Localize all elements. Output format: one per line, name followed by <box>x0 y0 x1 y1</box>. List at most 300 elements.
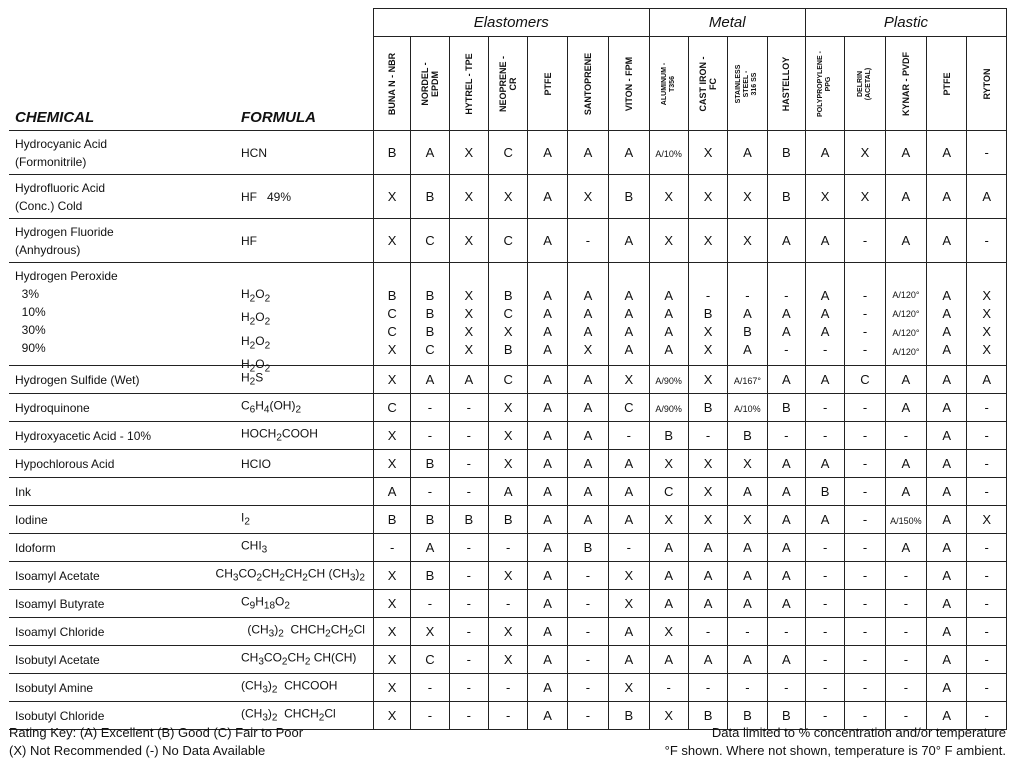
rating-cell: - <box>767 674 805 702</box>
rating-cell: A <box>609 618 649 646</box>
rating-cell: - <box>567 674 608 702</box>
chemical-formula: $HOCH_2COOH$ <box>241 425 318 444</box>
rating-cell: X <box>609 562 649 590</box>
rating-cell: A <box>885 450 926 478</box>
material-column-label: HYTREL - TPE <box>463 52 474 115</box>
rating-cell: A/120° A/120° A/120° A/120° <box>885 263 926 366</box>
chemical-name: Iodine <box>15 512 48 527</box>
rating-cell: A <box>528 478 567 506</box>
rating-cell: - <box>567 590 608 618</box>
chemical-formula: $(CH_3)_2$ $CHCH_2CH_2Cl$ <box>247 621 365 640</box>
rating-cell: - <box>449 702 488 730</box>
chemical-formula: HF 49% <box>241 189 292 204</box>
rating-cell: A <box>927 618 967 646</box>
chemical-name: Hydroxyacetic Acid - 10% <box>15 428 152 443</box>
rating-cell: X <box>373 702 410 730</box>
material-column-header <box>649 37 688 131</box>
rating-cell: B <box>767 702 805 730</box>
rating-cell: A <box>528 394 567 422</box>
rating-cell: - <box>373 534 410 562</box>
table-row <box>9 534 1007 562</box>
rating-cell: B <box>688 702 727 730</box>
rating-cell: X <box>373 618 410 646</box>
rating-cell: B <box>411 450 449 478</box>
table-row <box>9 131 1007 175</box>
rating-cell: A <box>528 131 567 175</box>
rating-cell: X <box>489 618 528 646</box>
rating-cell: X <box>688 366 727 394</box>
rating-cell: A <box>767 478 805 506</box>
rating-cell: A <box>609 478 649 506</box>
rating-cell: - <box>845 590 885 618</box>
rating-cell: X <box>649 702 688 730</box>
rating-cell: A <box>649 534 688 562</box>
rating-cell: - <box>967 646 1007 674</box>
rating-cell: A <box>805 450 844 478</box>
rating-cell: A <box>609 219 649 263</box>
material-column-header <box>567 37 608 131</box>
rating-cell: A <box>927 506 967 534</box>
material-column-label: DELRIN (ACETAL) <box>857 67 872 100</box>
chemical-cell <box>9 450 373 478</box>
chemical-formula-header <box>9 9 373 131</box>
rating-cell: - <box>411 422 449 450</box>
rating-cell: B <box>373 506 410 534</box>
material-column-label: RYTON <box>981 67 992 100</box>
rating-cell: B C C X <box>373 263 410 366</box>
rating-cell: - <box>411 394 449 422</box>
chemical-name: Hydroquinone <box>15 400 90 415</box>
rating-cell: B C X B <box>489 263 528 366</box>
rating-cell: A <box>767 450 805 478</box>
table-row <box>9 590 1007 618</box>
chemical-formula: $H_2S$ <box>241 369 264 388</box>
rating-cell: X <box>373 562 410 590</box>
chemical-name: Hydrogen Fluoride (Anhydrous) <box>15 224 114 257</box>
material-column-header <box>805 37 844 131</box>
rating-cell: A <box>767 646 805 674</box>
chemical-formula: $CH_3CO_2CH_2CH_2CH$ $(CH_3)_2$ <box>215 565 365 584</box>
rating-cell: B <box>449 506 488 534</box>
table-row <box>9 506 1007 534</box>
rating-cell: A/150% <box>885 506 926 534</box>
rating-cell: A <box>649 646 688 674</box>
rating-cell: X <box>967 506 1007 534</box>
rating-cell: - <box>489 590 528 618</box>
rating-cell: - A B A <box>728 263 767 366</box>
rating-cell: A/90% <box>649 366 688 394</box>
rating-cell: A <box>528 534 567 562</box>
rating-cell: A <box>927 478 967 506</box>
rating-cell: B <box>728 702 767 730</box>
rating-cell: A <box>927 422 967 450</box>
rating-cell: - <box>967 131 1007 175</box>
material-column-label: SANTOPRENE <box>582 52 593 115</box>
chemical-name: Hydrogen Peroxide 3% 10% 30% 90% <box>15 269 118 355</box>
rating-cell: - <box>845 219 885 263</box>
group-header-plastic: Plastic <box>805 9 1006 37</box>
rating-cell: B <box>411 562 449 590</box>
table-row <box>9 478 1007 506</box>
chemical-cell <box>9 674 373 702</box>
rating-cell: X <box>649 506 688 534</box>
rating-cell: A <box>609 506 649 534</box>
chemical-formula: $CHI_3$ <box>241 537 268 556</box>
rating-cell: X <box>373 366 410 394</box>
material-column-label: POLYPROPYLENE - PPG <box>817 50 833 117</box>
rating-cell: X <box>728 450 767 478</box>
material-column-label: NORDEL - EPDM <box>419 61 440 106</box>
material-column-label: PTFE <box>941 71 952 96</box>
rating-cell: A <box>728 478 767 506</box>
rating-cell: - B X X <box>688 263 727 366</box>
rating-cell: A <box>927 702 967 730</box>
chemical-cell <box>9 366 373 394</box>
rating-cell: B <box>411 506 449 534</box>
temperature-note-line-1: Data limited to % concentration and/or temperature <box>711 725 1006 740</box>
rating-cell: A <box>927 534 967 562</box>
rating-cell: - <box>449 674 488 702</box>
rating-cell: A <box>649 562 688 590</box>
rating-cell: A <box>528 366 567 394</box>
rating-cell: X <box>449 175 488 219</box>
rating-cell: A <box>411 534 449 562</box>
rating-key-line-1: Rating Key: (A) Excellent (B) Good (C) Fair to Poor <box>9 725 304 740</box>
rating-cell: - <box>728 674 767 702</box>
material-column-header <box>885 37 926 131</box>
rating-cell: X <box>688 175 727 219</box>
rating-cell: X X X X <box>967 263 1007 366</box>
rating-cell: C <box>489 366 528 394</box>
rating-cell: X <box>373 175 410 219</box>
rating-cell: X <box>489 450 528 478</box>
rating-cell: A <box>489 478 528 506</box>
rating-cell: - <box>411 590 449 618</box>
rating-cell: - <box>567 646 608 674</box>
group-header-elastomers: Elastomers <box>373 9 649 37</box>
table-row <box>9 263 1007 366</box>
rating-cell: B <box>805 478 844 506</box>
rating-cell: A <box>567 506 608 534</box>
rating-cell: A A A A <box>528 263 567 366</box>
rating-cell: - <box>688 422 727 450</box>
rating-cell: A <box>411 131 449 175</box>
rating-cell: - <box>489 674 528 702</box>
rating-cell: - - - - <box>845 263 885 366</box>
rating-cell: - <box>845 702 885 730</box>
material-column-label: VITON - FPM <box>623 56 634 111</box>
rating-cell: X <box>449 219 488 263</box>
material-column-label: BUNA N - NBR <box>387 52 398 115</box>
rating-cell: X <box>688 131 727 175</box>
rating-cell: A <box>688 562 727 590</box>
chemical-rows <box>9 131 1007 730</box>
material-column-label: CAST IRON - FC <box>698 56 719 111</box>
chemical-name: Hydrogen Sulfide (Wet) <box>15 372 140 387</box>
rating-cell: A <box>411 366 449 394</box>
rating-cell: B <box>767 394 805 422</box>
rating-cell: A <box>967 366 1007 394</box>
material-column-label: HASTELLOY <box>781 56 792 111</box>
rating-cell: A/10% <box>649 131 688 175</box>
rating-cell: X <box>609 674 649 702</box>
chemical-cell <box>9 422 373 450</box>
rating-cell: X <box>373 450 410 478</box>
rating-cell: - <box>885 646 926 674</box>
rating-cell: A <box>528 450 567 478</box>
chemical-column-header: CHEMICAL <box>15 109 95 126</box>
rating-cell: - <box>967 618 1007 646</box>
chemical-cell <box>9 534 373 562</box>
rating-cell: X <box>489 394 528 422</box>
rating-cell: C <box>373 394 410 422</box>
rating-cell: A <box>609 646 649 674</box>
rating-cell: - <box>967 534 1007 562</box>
rating-cell: A <box>885 175 926 219</box>
rating-cell: - <box>967 219 1007 263</box>
rating-cell: X <box>373 422 410 450</box>
rating-cell: X <box>373 590 410 618</box>
temperature-note <box>665 724 1006 760</box>
table-row <box>9 674 1007 702</box>
material-group-header-row <box>9 9 1007 37</box>
rating-cell: - <box>967 394 1007 422</box>
rating-cell: B <box>767 175 805 219</box>
rating-cell: A A A - <box>805 263 844 366</box>
rating-cell: A <box>528 175 567 219</box>
chemical-cell <box>9 219 373 263</box>
rating-cell: - <box>885 674 926 702</box>
rating-cell: A <box>688 534 727 562</box>
rating-cell: X <box>489 562 528 590</box>
rating-cell: - <box>845 450 885 478</box>
material-column-header <box>728 37 767 131</box>
rating-cell: X <box>688 450 727 478</box>
material-column-label: ALUMINUM - T356 <box>660 62 676 105</box>
material-column-label: KYNAR - PVDF <box>900 51 911 116</box>
chemical-name: Ink <box>15 484 32 499</box>
rating-cell: - <box>449 394 488 422</box>
rating-cell: A <box>927 674 967 702</box>
rating-cell: A <box>688 590 727 618</box>
rating-cell: - <box>449 450 488 478</box>
table-row <box>9 422 1007 450</box>
material-column-header <box>609 37 649 131</box>
chemical-cell <box>9 590 373 618</box>
chemical-cell <box>9 562 373 590</box>
material-column-header <box>489 37 528 131</box>
rating-cell: A <box>927 646 967 674</box>
chemical-formula: $C_6H_4(OH)_2$ <box>241 397 302 416</box>
rating-cell: X <box>845 131 885 175</box>
rating-cell: A <box>927 394 967 422</box>
table-row <box>9 219 1007 263</box>
rating-cell: - <box>411 674 449 702</box>
rating-cell: - <box>449 478 488 506</box>
rating-cell: A <box>805 506 844 534</box>
rating-cell: A <box>885 131 926 175</box>
rating-cell: X <box>649 219 688 263</box>
rating-cell: - <box>449 562 488 590</box>
material-column-header <box>449 37 488 131</box>
rating-cell: - <box>688 674 727 702</box>
material-column-header <box>845 37 885 131</box>
chemical-name: Isobutyl Acetate <box>15 652 100 667</box>
chemical-formula: HF <box>241 233 257 248</box>
rating-cell: A <box>927 450 967 478</box>
rating-cell: - <box>805 702 844 730</box>
rating-cell: A <box>567 478 608 506</box>
rating-cell: - <box>805 562 844 590</box>
material-column-header <box>411 37 449 131</box>
rating-cell: A <box>528 219 567 263</box>
chemical-formula: $(CH_3)_2$ $CHCH_2Cl$ <box>241 705 336 724</box>
rating-cell: - <box>967 450 1007 478</box>
rating-cell: - <box>805 422 844 450</box>
rating-cell: - <box>805 618 844 646</box>
rating-cell: A <box>528 590 567 618</box>
rating-cell: - <box>489 534 528 562</box>
rating-cell: - <box>449 646 488 674</box>
rating-cell: B <box>609 175 649 219</box>
rating-cell: A <box>805 219 844 263</box>
rating-cell: - <box>845 394 885 422</box>
material-column-label: PTFE <box>542 71 553 96</box>
rating-cell: A <box>767 219 805 263</box>
material-column-header <box>767 37 805 131</box>
rating-cell: X <box>449 131 488 175</box>
chemical-cell <box>9 646 373 674</box>
rating-cell: A <box>567 366 608 394</box>
rating-cell: C <box>489 219 528 263</box>
rating-cell: B B B C <box>411 263 449 366</box>
rating-cell: A <box>885 534 926 562</box>
rating-cell: A <box>885 478 926 506</box>
rating-cell: A <box>927 131 967 175</box>
rating-cell: X <box>609 590 649 618</box>
rating-cell: X <box>649 175 688 219</box>
rating-cell: - <box>609 422 649 450</box>
temperature-note-line-2: °F shown. Where not shown, temperature is 70° F ambient. <box>664 743 1006 758</box>
table-row <box>9 450 1007 478</box>
rating-cell: A/10% <box>728 394 767 422</box>
chemical-name: Isoamyl Butyrate <box>15 596 105 611</box>
rating-cell: - <box>845 478 885 506</box>
rating-cell: A <box>767 506 805 534</box>
rating-cell: X <box>489 422 528 450</box>
rating-cell: - <box>885 618 926 646</box>
rating-cell: X <box>805 175 844 219</box>
rating-cell: A <box>728 590 767 618</box>
rating-cell: A <box>609 131 649 175</box>
rating-cell: A <box>528 702 567 730</box>
chemical-formula: $I_2$ <box>241 509 250 528</box>
formula-column-header: FORMULA <box>241 109 316 126</box>
rating-cell: A <box>609 450 649 478</box>
rating-cell: B <box>728 422 767 450</box>
rating-cell: B <box>411 175 449 219</box>
material-column-header <box>528 37 567 131</box>
chemical-cell <box>9 478 373 506</box>
table-row <box>9 366 1007 394</box>
rating-cell: - <box>885 422 926 450</box>
chemical-formula: $(CH_3)_2$ CHCOOH <box>241 677 338 696</box>
rating-cell: - <box>688 618 727 646</box>
chemical-cell <box>9 394 373 422</box>
rating-cell: A <box>528 674 567 702</box>
rating-cell: A <box>373 478 410 506</box>
rating-cell: A <box>927 366 967 394</box>
rating-cell: X <box>728 506 767 534</box>
rating-cell: - <box>845 674 885 702</box>
chemical-name: Isobutyl Chloride <box>15 708 105 723</box>
rating-cell: A A A A <box>649 263 688 366</box>
rating-cell: A A A A <box>927 263 967 366</box>
rating-cell: - <box>767 422 805 450</box>
chemical-formula: $H_2O_2$ $H_2O_2$ $H_2O_2$ $H_2O_2$ <box>241 287 271 375</box>
rating-cell: - <box>967 478 1007 506</box>
rating-cell: C <box>649 478 688 506</box>
chemical-formula: HCN <box>241 145 267 160</box>
rating-cell: A <box>567 450 608 478</box>
rating-cell: X <box>688 478 727 506</box>
rating-cell: - <box>449 618 488 646</box>
rating-cell: X <box>609 366 649 394</box>
rating-cell: A <box>967 175 1007 219</box>
rating-cell: - <box>728 618 767 646</box>
chemical-name: Isoamyl Chloride <box>15 624 105 639</box>
rating-cell: A <box>927 219 967 263</box>
chemical-cell <box>9 506 373 534</box>
rating-cell: - <box>967 590 1007 618</box>
rating-cell: - <box>967 422 1007 450</box>
chemical-name: Hypochlorous Acid <box>15 456 115 471</box>
rating-cell: X <box>688 506 727 534</box>
material-column-header <box>927 37 967 131</box>
chemical-formula: $CH_3CO_2CH_2$ CH(CH) <box>241 649 357 668</box>
rating-cell: B <box>688 394 727 422</box>
rating-cell: A <box>927 562 967 590</box>
rating-cell: X <box>373 674 410 702</box>
rating-cell: - <box>845 618 885 646</box>
rating-cell: C <box>411 646 449 674</box>
material-column-header <box>967 37 1007 131</box>
rating-cell: X <box>373 219 410 263</box>
rating-cell: A <box>528 422 567 450</box>
rating-cell: B <box>609 702 649 730</box>
rating-cell: X <box>567 175 608 219</box>
rating-cell: - <box>567 562 608 590</box>
rating-cell: - <box>967 562 1007 590</box>
rating-cell: - <box>845 646 885 674</box>
chemical-name: Hydrofluoric Acid (Conc.) Cold <box>15 180 106 213</box>
material-column-header <box>373 37 410 131</box>
rating-cell: - <box>845 534 885 562</box>
rating-cell: A <box>767 562 805 590</box>
rating-cell: X <box>688 219 727 263</box>
chemical-cell <box>9 618 373 646</box>
rating-cell: X <box>728 175 767 219</box>
rating-cell: A <box>728 131 767 175</box>
rating-cell: A <box>528 646 567 674</box>
chemical-formula: $C_9H_{18}O_2$ <box>241 593 290 612</box>
rating-cell: X <box>373 646 410 674</box>
rating-cell: B <box>489 506 528 534</box>
rating-cell: - <box>609 534 649 562</box>
chemical-formula: HCIO <box>241 456 271 471</box>
rating-cell: - <box>805 590 844 618</box>
rating-cell: A <box>649 590 688 618</box>
